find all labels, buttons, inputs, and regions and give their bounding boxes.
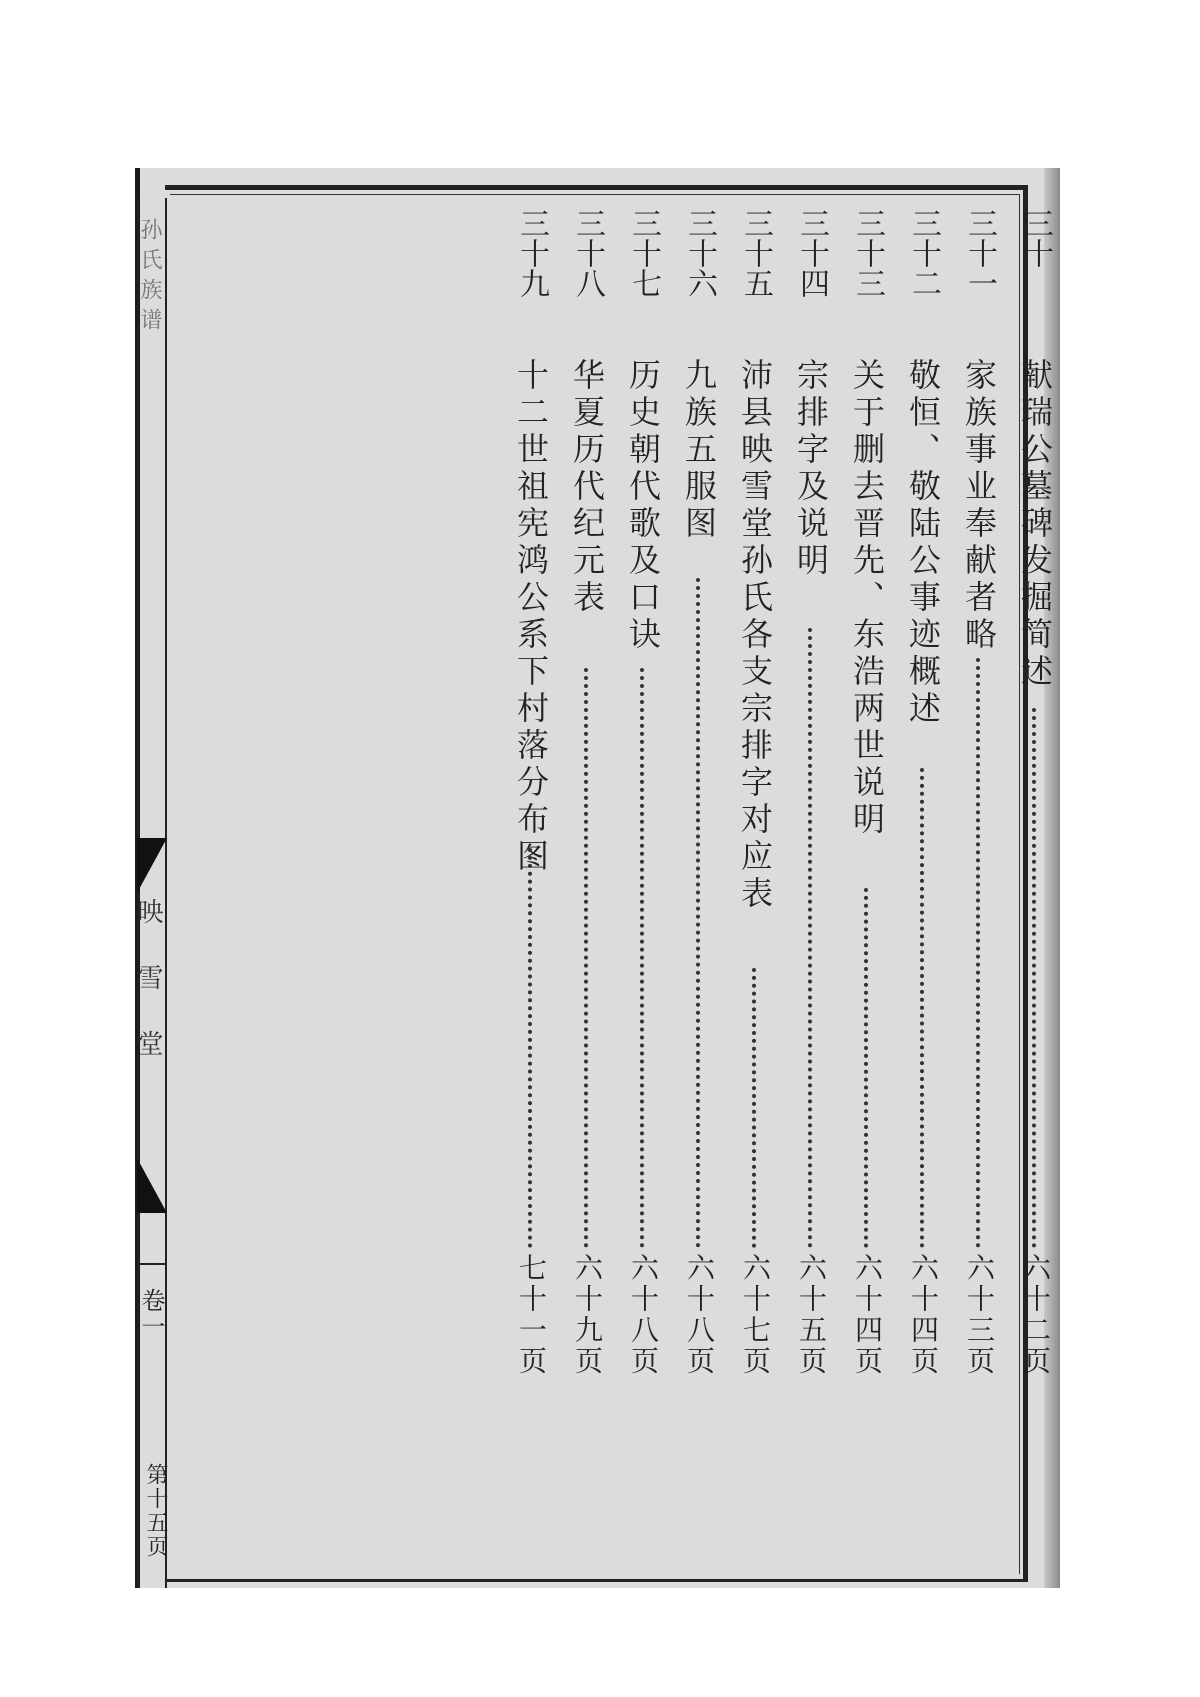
entry-number: 三十五 <box>738 208 773 298</box>
entry-number: 三十四 <box>794 208 829 298</box>
leader-dots <box>696 578 700 1248</box>
entry-page: 六十三页 <box>963 1253 996 1377</box>
book-page <box>135 168 1060 1588</box>
toc-entry <box>791 208 831 1548</box>
leader-dots <box>752 968 756 1248</box>
toc-entry <box>903 208 943 1548</box>
spine-line-left <box>137 198 139 1588</box>
toc-entry <box>735 208 775 1548</box>
entry-title: 家族事业奉献者略 <box>960 358 998 654</box>
toc-entry <box>567 208 607 1548</box>
leader-dots <box>920 768 924 1248</box>
toc-entry <box>959 208 999 1548</box>
entry-title: 宗排字及说明 <box>792 358 830 580</box>
spine-wedge-top <box>137 838 167 893</box>
entry-number: 三十一 <box>962 208 997 298</box>
entry-number: 三十七 <box>626 208 661 298</box>
entry-title: 九族五服图 <box>680 358 718 543</box>
entry-number: 三十三 <box>850 208 885 298</box>
entry-page: 六十四页 <box>907 1253 940 1377</box>
spine-hall-name: 映雪堂 <box>133 898 163 1096</box>
spine-book-title: 孙氏族谱 <box>137 218 162 338</box>
entry-title: 华夏历代纪元表 <box>568 358 606 617</box>
entry-title: 关于删去晋先、东浩两世说明 <box>848 358 886 839</box>
entry-number: 三十八 <box>570 208 605 298</box>
leader-dots <box>808 628 812 1248</box>
spine-volume: 卷一 <box>137 1288 165 1340</box>
leader-dots <box>640 668 644 1248</box>
entry-page: 六十四页 <box>851 1253 884 1377</box>
table-of-contents <box>475 208 1055 1548</box>
entry-number: 三十二 <box>906 208 941 298</box>
entry-title: 十二世祖宪鸿公系下村落分布图 <box>512 358 550 876</box>
entry-page: 六十七页 <box>739 1253 772 1377</box>
spine-page-number: 第十五页 <box>143 1463 168 1559</box>
spine-line-right <box>165 198 167 1588</box>
entry-page: 六十八页 <box>683 1253 716 1377</box>
spine-wedge-bottom <box>137 1158 167 1213</box>
leader-dots <box>528 848 532 1248</box>
toc-entry <box>679 208 719 1548</box>
toc-entry <box>1015 208 1055 1548</box>
leader-dots <box>976 658 980 1248</box>
entry-number: 三十六 <box>682 208 717 298</box>
entry-page: 六十二页 <box>1019 1253 1052 1377</box>
entry-page: 七十一页 <box>515 1253 548 1377</box>
leader-dots <box>1032 708 1036 1248</box>
toc-entry <box>847 208 887 1548</box>
leader-dots <box>584 668 588 1248</box>
entry-number: 三十 <box>1018 208 1053 268</box>
spine-strip <box>135 198 170 1588</box>
entry-page: 六十五页 <box>795 1253 828 1377</box>
spine-rule <box>137 1263 167 1265</box>
entry-number: 三十九 <box>514 208 549 298</box>
entry-title: 沛县映雪堂孙氏各支宗排字对应表 <box>736 358 774 913</box>
entry-title: 献瑞公墓碑发掘简述 <box>1016 358 1054 691</box>
entry-title: 敬恒、敬陆公事迹概述 <box>904 358 942 728</box>
toc-entry <box>623 208 663 1548</box>
leader-dots <box>864 888 868 1248</box>
entry-page: 六十九页 <box>571 1253 604 1377</box>
toc-entry <box>511 208 551 1548</box>
entry-page: 六十八页 <box>627 1253 660 1377</box>
entry-title: 历史朝代歌及口诀 <box>624 358 662 654</box>
